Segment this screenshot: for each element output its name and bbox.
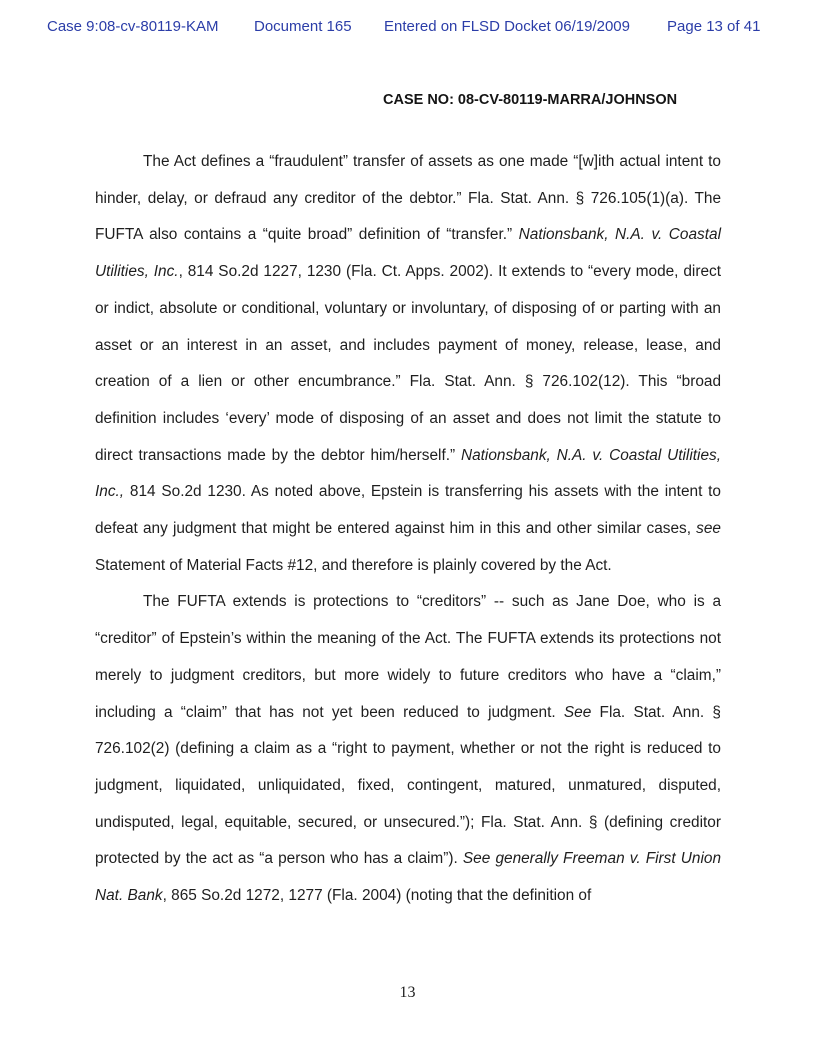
header-case-number: Case 9:08-cv-80119-KAM [47,18,219,35]
text-run: The FUFTA extends is protections to “creditors” -- such as Jane Doe, who is a “creditor” of Epstein’s within the meaning of the Act. The FUFTA extends its protections not merely to judgment creditors, but more widely to future creditors who have a “claim,” including a “claim” that has not yet been reduced to judgment. [95,593,721,721]
citation-italic: see [696,520,721,538]
text-run: , 814 So.2d 1227, 1230 (Fla. Ct. Apps. 2002). It extends to “every mode, direct or indict, absolute or conditional, voluntary or involuntary, of disposing of or parting with an asset or an interest in an asset, and includes payment of money, release, lease, and creation of a lien or other encumbrance.” Fla. Stat. Ann. § 726.102(12). This “broad definition includes ‘every’ mode of disposing of an asset and does not limit the statute to direct transactions made by the debtor him/herself.” [95,263,721,464]
text-run: , 865 So.2d 1272, 1277 (Fla. 2004) (noting that the definition of [162,887,592,905]
text-run: Fla. Stat. Ann. § 726.102(2) (defining a claim as a “right to payment, whether or not the right is reduced to judgment, liquidated, unliquidated, fixed, contingent, matured, unmatured, disputed, undisputed, legal, equitable, secured, or unsecured.”); Fla. Stat. Ann. § (defining creditor protected by the act as “a person who has a claim”). [95,703,721,868]
citation-italic: Nationsbank, N.A. v. Coastal Utilities, Inc., [95,446,721,501]
page-number: 13 [399,984,416,1001]
header-page-count: Page 13 of 41 [667,18,761,35]
header-document-number: Document 165 [254,18,352,35]
citation-italic: See generally Freeman v. First Union Nat. Bank [95,850,721,905]
text-run: The Act defines a “fraudulent” transfer of assets as one made “[w]ith actual intent to hinder, delay, or defraud any creditor of the debtor.” Fla. Stat. Ann. § 726.105(1)(a). The FUFTA also contains a “quite broad” definition of “transfer.” [95,153,721,244]
citation-italic: See [563,703,592,721]
paragraph-1 [95,144,721,584]
text-run: Statement of Material Facts #12, and therefore is plainly covered by the Act. [95,556,612,574]
citation-italic: Nationsbank, N.A. v. Coastal Utilities, Inc. [95,226,721,281]
paragraph-2 [95,584,721,914]
docket-header [0,18,815,38]
body-text [95,144,721,915]
header-entered-date: Entered on FLSD Docket 06/19/2009 [384,18,630,35]
text-run: 814 So.2d 1230. As noted above, Epstein is transferring his assets with the intent to defeat any judgment that might be entered against him in this and other similar cases, [95,483,721,538]
case-number-heading: CASE NO: 08-CV-80119-MARRA/JOHNSON [383,92,678,108]
